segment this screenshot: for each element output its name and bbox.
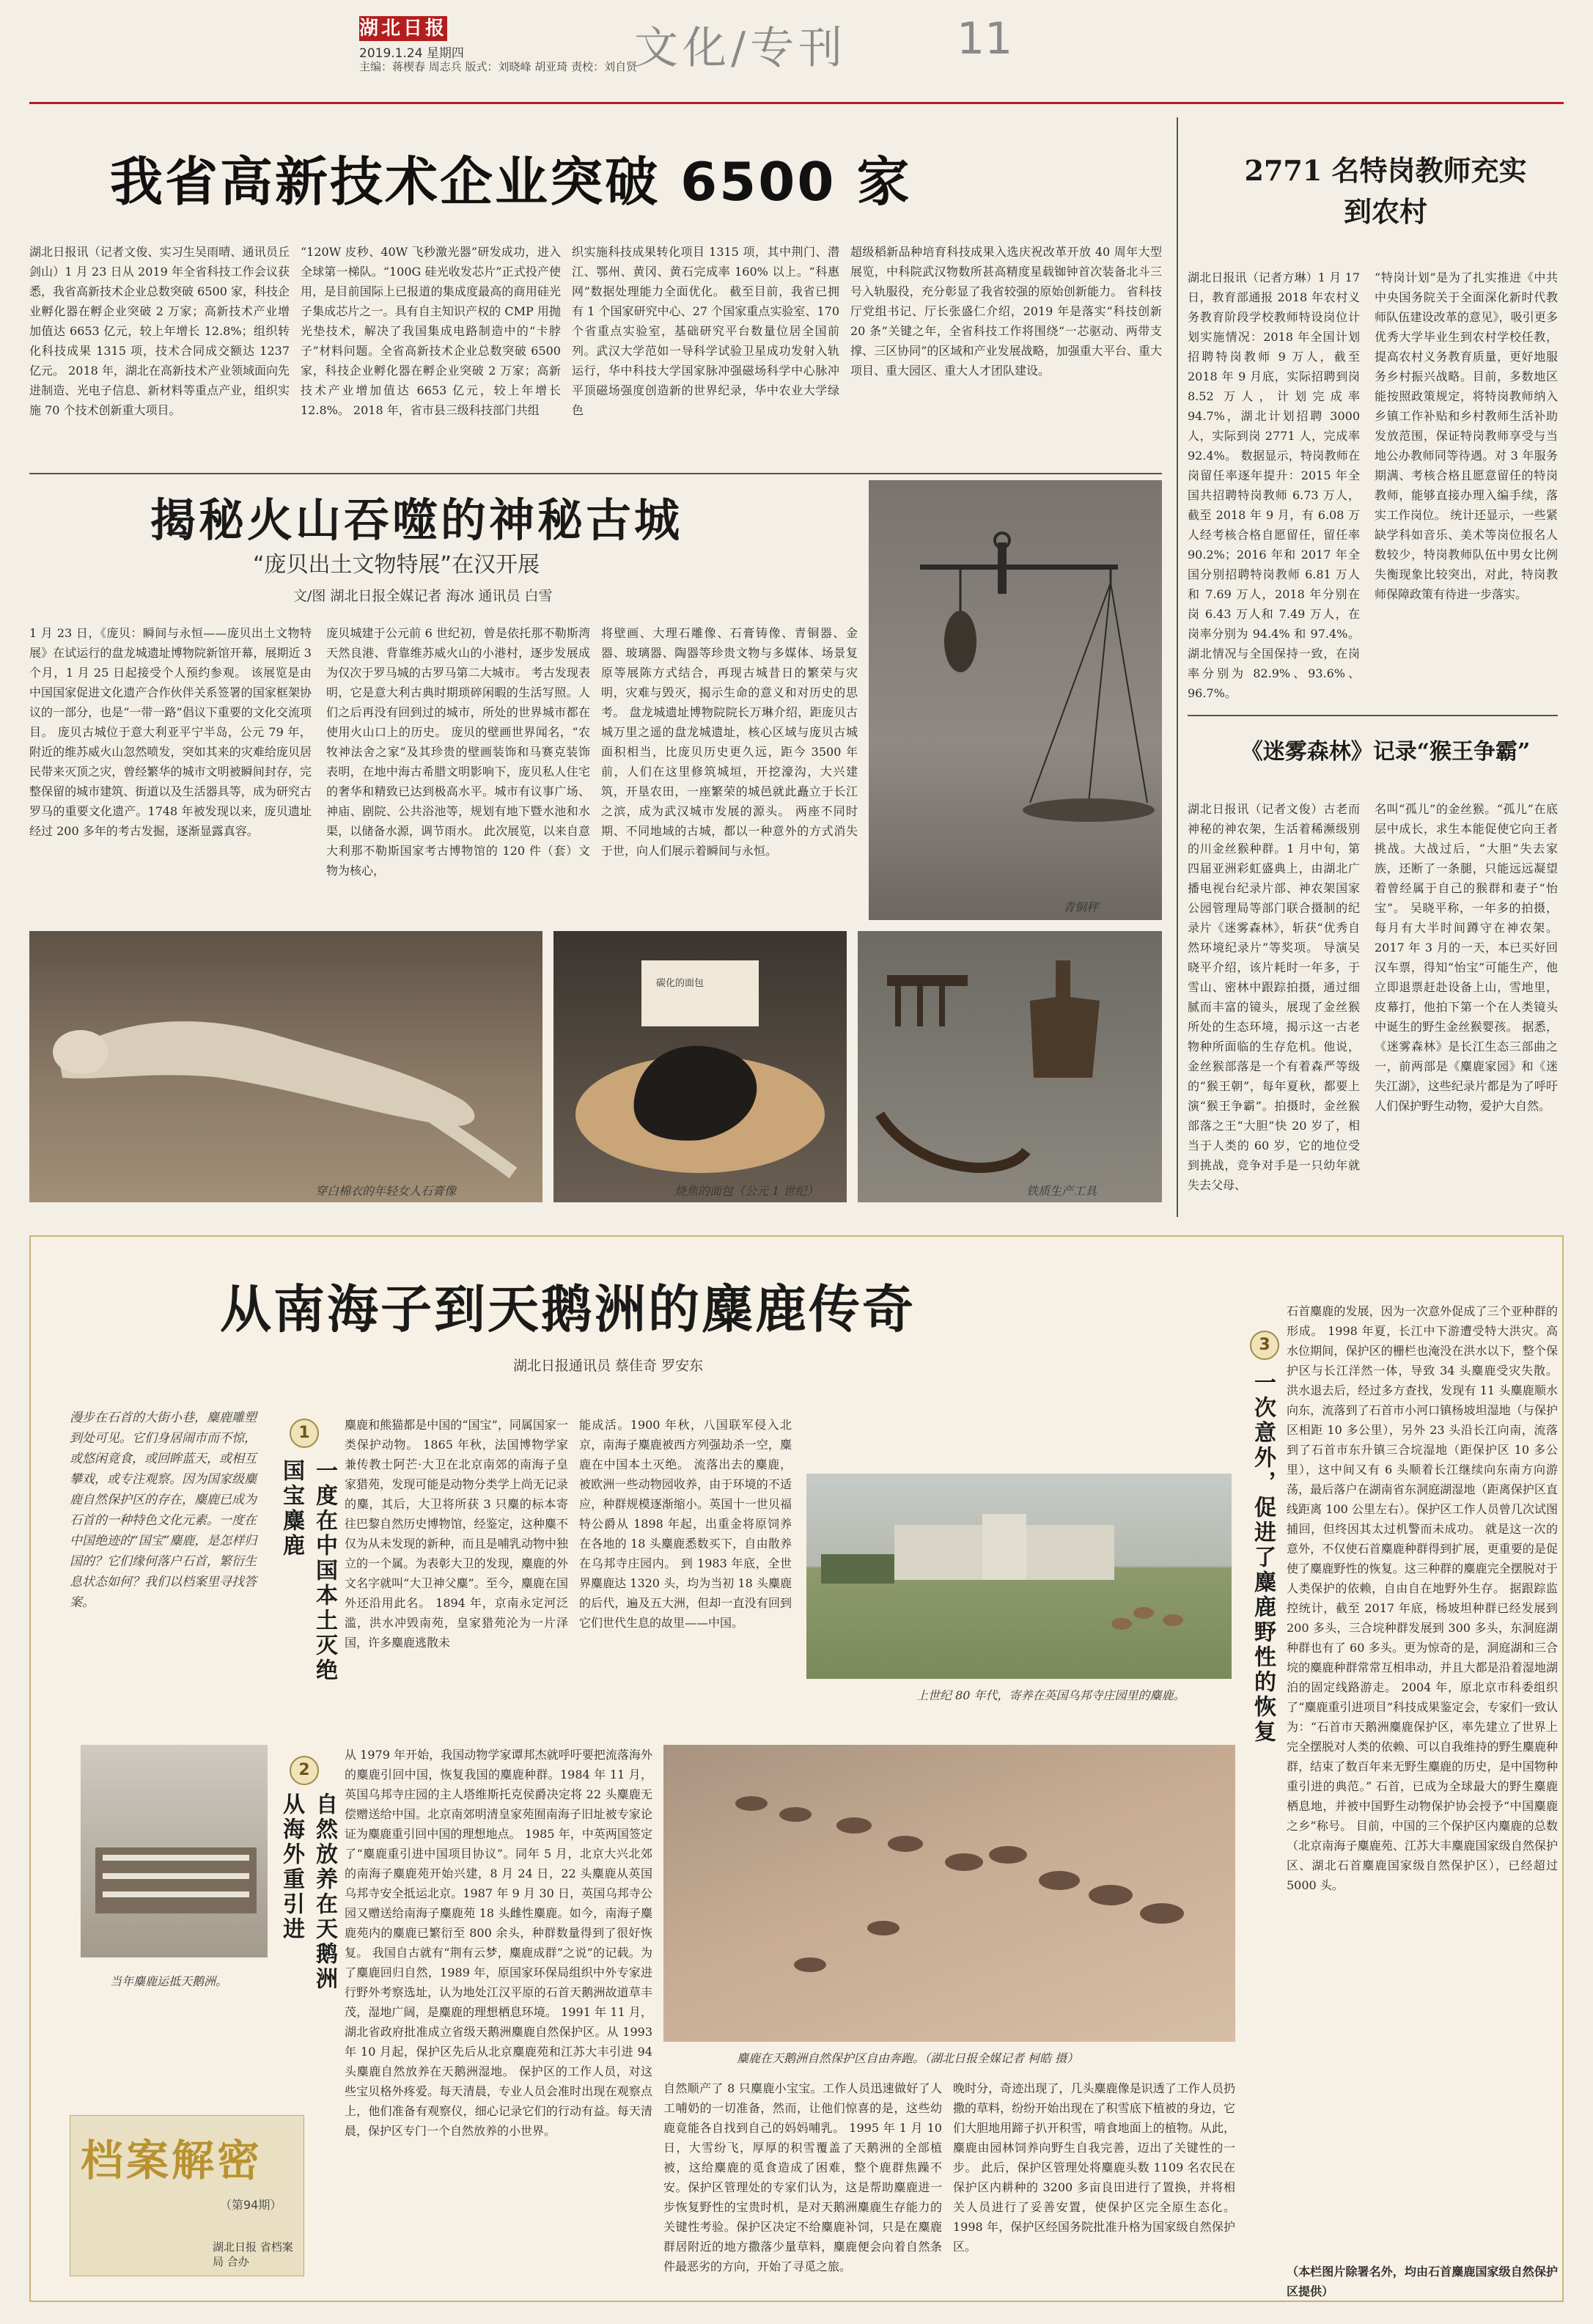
headline-elk: 从南海子到天鹅洲的麋鹿传奇 [220,1279,916,1339]
abbey-photo [806,1474,1232,1679]
headline-teachers: 2771 名特岗教师充实到农村 [1244,154,1527,228]
section1-title-main: 国宝麋鹿 [279,1459,304,1559]
section-number-badge: 3 [1250,1331,1279,1360]
article1-col4: 超级稻新品种培育科技成果入选庆祝改革开放 40 周年大型展览，中科院武汉物数所甚高精度星载铷钟首次装备北斗三号入轨服役，充分彰显了我省较强的原始创新能力。 省科技厅党组书记、厅长张盛仁介绍，2019 年是落实“科技创新 20 条”关键之年，全省科技工作将围绕“一芯驱动、两带支撑、三区协同”的区域和产业发展战略，加强重大平台、重大项目、重大园区、重大人才团队建设。 [850,245,1162,378]
article1-col1: 湖北日报讯（记者文俊、实习生吴雨晴、通讯员丘剑山）1 月 23 日从 2019 年全省科技工作会议获悉，我省高新技术企业总数突破 6500 家，科技企业孵化器在孵企业突破 2 万家；高新技术产业增加值达 6653 亿元，较上年增长 12.8%；组织转化科技成果 1315 项，技术合同成交额达 1237 亿元。 2018 年，湖北在高新技术产业领域面向先进制造、光电子信息、新材料等重点产业，组织实施 70 个技术创新重大项目。 [29,245,290,417]
headline-pompeii: 揭秘火山吞噬的神秘古城 [150,493,683,547]
byline-elk: 湖北日报通讯员 蔡佳奇 罗安东 [513,1358,704,1374]
section2-title-sub: 从海外重引进 [279,1792,304,1942]
caption-plaster: 穿白棉衣的年轻女人石膏像 [315,1184,457,1198]
transport-photo [81,1745,268,1957]
caption-bread: 烧焦的面包（公元 1 世纪） [674,1184,819,1198]
section1-text: 麋鹿和熊猫都是中国的“国宝”，同属国家一类保护动物。 1865 年秋，法国博物学家兼传教士阿芒·大卫在北京南郊的南海子皇家猎苑，发现可能是动物分类学上尚无记录的麋，其后，大卫将所获 3 只麋的标本寄往巴黎自然历史博物馆，经鉴定，这种麋不仅为从未发现的新种，而且是哺乳动物中独立的一个属。为表彰大卫的发现，麋鹿的外文名字就叫“大卫神父麋”。至今，麋鹿在国外还沿用此名。 1894 年，京南永定河泛滥，洪水冲毁南苑，皇家猎苑沦为一片泽国，许多麋鹿逃散未 [345,1418,568,1650]
section1-title-sub: 一度在中国本土灭绝 [312,1459,337,1683]
section2-title-main: 自然放养在天鹅洲 [312,1792,337,1992]
teachers-col2: “特岗计划”是为了扎实推进《中共中央国务院关于全面深化新时代教师队伍建设改革的意见》，吸引更多优秀大学毕业生到农村学校任教，提高农村义务教育质量，更好地服务乡村振兴战略。目前，多数地区能按照政策规定，将特岗教师纳入乡镇工作补贴和乡村教师生活补助发放范围，保证特岗教师享受与当地公办教师同等待遇。对 3 年服务期满、考核合格且愿意留任的特岗教师，能够直接办理入编手续，落实工作岗位。 统计还显示，一些紧缺学科如音乐、美术等岗位报名人数较少，特岗教师队伍中男女比例失衡现象比较突出，对此，特岗教师保障政策有待进一步落实。 [1375,271,1558,601]
section-number-badge: 1 [290,1419,319,1448]
archive-column-title: 档案解密 [81,2136,263,2185]
section2-text: 从 1979 年开始，我国动物学家谭邦杰就呼吁要把流落海外的麋鹿引回中国，恢复我国的麋鹿种群。1984 年 11 月，英国乌邦寺庄园的主人塔维斯托克侯爵决定将 22 头麋鹿无偿赠送给中国。北京南郊明清皇家苑囿南海子旧址被专家论证为麋鹿重引回中国的理想地点。 1985 年，中英两国签定了“麋鹿重引进中国项目协议”。同年 5 月，北京大兴北郊的南海子麋鹿苑开始兴建，8 月 24 日，22 头麋鹿从英国乌邦寺安全抵运北京。1987 年 9 月 30 日，英国乌邦寺公园又赠送给南海子麋鹿苑 18 头雌性麋鹿。如今，南海子麋鹿苑内的麋鹿已繁衍至 800 余头，种群数量得到了很好恢复。 我国自古就有“荆有云梦，麋鹿成群”之说”的记载。为了麋鹿回归自然，1989 年，原国家环保局组织中外专家进行野外考察选址，认为地处江汉平原的石首天鹅洲故道草丰茂，湿地广阔，是麋鹿的理想栖息环境。 1991 年 11 月，湖北省政府批准成立省级天鹅洲麋鹿自然保护区。从 1993 年 10 月起，保护区先后从北京麋鹿苑和江苏大丰引进 94 头麋鹿自然放养在天鹅洲湿地。 保护区的工作人员，对这些宝贝格外疼爱。每天清晨，专业人员会准时出现在观察点上，他们准备有观察仪，细心记录它们的行动有益。每天清晨，保护区专门一个自然放养的小世界。 [345,1748,652,2138]
section1-text-cont: 能成活。1900 年秋，八国联军侵入北京，南海子麋鹿被西方列强劫杀一空，麋鹿在中国本土灭绝。 流落出去的麋鹿，被欧洲一些动物园收养，由于环境的不适应，种群规模逐渐缩小。英国十一世贝福特公爵从 1898 年起，出重金将原饲养在各地的 18 头麋鹿悉数买下，自由散养在乌邦寺庄园内。 到 1983 年底，全世界麋鹿达 1320 头，均为当初 18 头麋鹿的后代，遍及五大洲，但却一直没有回到它们世代生息的故里——中国。 [579,1418,792,1630]
teachers-col1: 湖北日报讯（记者方琳）1 月 17 日，教育部通报 2018 年农村义务教育阶段学校教师特设岗位计划实施情况：2018 年全国计划招聘特岗教师 9 万人，截至 2018 年 9 月底，实际招聘到岗 8.52 万人，计划完成率 94.7%，湖北计划招聘 3000 人，实际到岗 2771 人，完成率 92.4%。 数据显示，特岗教师在岗留任率逐年提升：2015 年全国共招聘特岗教师 6.73 万人，截至 2018 年 9 月，有 6.08 万人经考核合格自愿留任，留任率 90.2%；2016 年和 2017 年全国分别招聘特岗教师 6.81 万人和 7.69 万人，2018 年分别在岗 6.43 万人和 7.49 万人，在岗率分别为 94.4% 和 97.4%。湖北情况与全国保持一致，在岗率分别为 82.9%、93.6%、96.7%。 [1188,271,1360,700]
caption-abbey: 上世纪 80 年代，寄养在英国乌邦寺庄园里的麋鹿。 [916,1688,1185,1702]
subhead-pompeii: “庞贝出土文物特展”在汉开展 [253,552,540,578]
iron-tools-photo [858,931,1162,1202]
pompeii-col1: 1 月 23 日，《庞贝：瞬间与永恒——庞贝出土文物特展》在试运行的盘龙城遗址博物院新馆开幕，展期近 3 个月，1 月 25 日起接受个人预约参观。 该展览是由中国国家促进文化遗产合作伙伴关系签署的国家框架协议的一部分，也是“一带一路”倡议下重要的文化交流项目。 庞贝古城位于意大利亚平宁半岛，公元 79 年，附近的维苏威火山忽然喷发，突如其来的灾难给庞贝居民带来灭顶之灾，曾经繁华的城市文明被瞬间封存，完整保留的城市建筑、街道以及生活器具等，成为研究古罗马的重要文化遗产。1748 年被发现以来，庞贝遗址经过 200 多年的考古发掘，逐渐显露真容。 [29,626,312,838]
article1-col3: 织实施科技成果转化项目 1315 项，其中荆门、潜江、鄂州、黄冈、黄石完成率 160% 以上。“科惠网”数据处理能力全面优化。 截至目前，我省已拥有 1 个国家研究中心、27 个国家重点实验室、170 个省重点实验室，基础研究平台数量位居全国前列。武汉大学范如一导科学试验卫星成功发射入轨运行，华中科技大学国家脉冲强磁场科学中心脉冲平顶磁场强度创造新的世界纪录，华中农业大学绿色 [572,245,839,417]
monkey-col1: 湖北日报讯（记者文俊）古老而神秘的神农架，生活着稀濒级别的川金丝猴种群。1 月中旬，第四届亚洲彩虹盛典上，由湖北广播电视台纪录片部、神农架国家公园管理局等部门联合摄制的纪录片《迷雾森林》，斩获“优秀自然环境纪录片”等奖项。 导演吴晓平介绍，该片耗时一年多，于雪山、密林中跟踪拍摄，通过细腻而丰富的镜头，展现了金丝猴所处的生态环境，揭示这一古老物种所面临的生存危机。他说，金丝猴部落是一个有着森严等级的“猴王朝”，每年夏秋，都要上演“猴王争霸”。拍摄时，金丝猴部落之王“大胆”快 20 岁了，相当于人类的 60 岁，它的地位受到挑战，竞争对手是一只幼年就失去父母、 [1188,802,1360,1192]
paper-logo: 湖北日报 [359,18,448,40]
monkey-col2: 名叫“孤儿”的金丝猴。“孤儿”在底层中成长，求生本能促使它向王者挑战。大战过后，“大胆”失去家族，还断了一条腿，只能远远凝望着曾经属于自己的猴群和妻子“怡宝”。 吴晓平称，一年多的拍摄，每月有大半时间蹲守在神农架。2017 年 3 月的一天，本已买好回汉车票，得知“怡宝”可能生产，他立即退票赶赴设备上山，雪地里，皮幕打，他拍下第一个在人类镜头中诞生的野生金丝猴婴孩。 据悉，《迷雾森林》是长江生态三部曲之一，前两部是《麋鹿家园》和《迷失江湖》，这些纪录片都是为了呼吁人们保护野生动物，爱护大自然。 [1375,802,1558,1113]
photo-credit-note: （本栏图片除署名外，均由石首麋鹿国家级自然保护区提供） [1287,2265,1558,2298]
byline-pompeii: 文/图 湖北日报全媒记者 海冰 通讯员 白雪 [293,588,553,604]
divider [29,473,1162,474]
elk-herd-photo [663,1745,1235,2042]
archive-issue-number: （第94期） [220,2198,282,2212]
archive-organizers: 湖北日报 省档案局 合办 [213,2240,293,2268]
section2-text-cont: 自然顺产了 8 只麋鹿小宝宝。工作人员迅速做好了人工哺奶的一切准备，然而，让他们惊喜的是，这些幼鹿竟能各自找到自己的妈妈哺乳。 1995 年 1 月 10 日，大雪纷飞，厚厚的积雪覆盖了天鹅洲的全部植被，这给麋鹿的觅食造成了困难，整个鹿群焦躁不安。保护区管理处的专家们认为，这是帮助麋鹿进一步恢复野性的宝贵时机，是对天鹅洲麋鹿生存能力的关键性考验。保护区决定不给麋鹿补饲，只是在麋鹿群居附近的地方撒落少量草料，麋鹿便会向着自然条件最恶劣的方向，开始了寻觅之旅。 [663,2081,942,2273]
headline-high-tech: 我省高新技术企业突破 6500 家 [110,151,912,213]
page-number: 11 [957,13,1013,65]
section3-title: 一次意外，促进了麋鹿野性的恢复 [1250,1371,1276,1745]
bread-photo [553,931,847,1202]
caption-transport: 当年麋鹿运抵天鹅洲。 [110,1974,228,1988]
caption-scale: 青铜秤 [1063,900,1099,914]
section2-text-cont2: 晚时分，奇迹出现了，几头麋鹿像是识透了工作人员扔撒的草料，纷纷开始出现在了积雪底下植被的身边，它们大胆地用蹄子扒开积雪，啃食地面上的植物。从此，麋鹿由园林饲养向野生自我完善，迈出了关键性的一步。 此后，保护区管理处将麋鹿头数 1109 名农民在保护区内耕种的 3200 多亩良田进行了置换，并将相关人员进行了妥善安置，使保护区完全原生态化。1998 年，保护区经国务院批准升格为国家级自然保护区。 [953,2081,1235,2254]
headline-monkey: 《迷雾森林》记录“猴王争霸” [1240,739,1531,765]
date-line: 2019.1.24 星期四 [359,46,464,61]
caption-tools: 铁质生产工具 [1026,1184,1097,1198]
section-number-badge: 2 [290,1756,319,1785]
pompeii-col2: 庞贝城建于公元前 6 世纪初，曾是依托那不勒斯湾天然良港、背靠维苏威火山的小港村，逐步发展成为仅次于罗马城的古罗马第二大城市。 考古发现表明，它是意大利古典时期琐碎闲暇的生活写照。人们之后再没有回到过的城市，所处的世界城市都在使用火山口上的历史。 庞贝的壁画世界闻名，“农牧神法舍之家”及其珍贵的壁画装饰和马赛克装饰表明，在地中海古希腊文明影响下，庞贝私人住宅的奢华和精致已达到极高水平。城市有议事广场、神庙、剧院、公共浴池等，规划有地下暨水池和水渠，以储备水源，调节雨水。 此次展览，以来自意大利那不勒斯国家考古博物馆的 120 件（套）文物为核心， [326,626,590,878]
pompeii-col3: 将壁画、大理石雕像、石膏铸像、青铜器、金器、玻璃器、陶器等珍贵文物与多媒体、场景复原等展陈方式结合，再现古城昔日的繁荣与灾明，灾难与毁灭，揭示生命的意义和对历史的思考。 盘龙城遗址博物院院长万琳介绍，距庞贝古城万里之遥的盘龙城遗址，核心区域与庞贝古城面积相当，比庞贝历史更久远，距今 3500 年前，人们在这里修筑城垣，开挖濠沟，大兴建筑，开垦农田，一座繁荣的城邑就此矗立于长江之滨，成为武汉城市发展的源头。 两座不同时期、不同地域的古城，都以一种意外的方式消失于世，向人们展示着瞬间与永恒。 [601,626,858,858]
section3-text: 石首麋鹿的发展，因为一次意外促成了三个亚种群的形成。 1998 年夏，长江中下游遭受特大洪灾。高水位期间，保护区的栅栏也淹没在洪水以下，整个保护区与长江洋然一体，导致 34 头麋鹿受灾失散。 洪水退去后，经过多方查找，发现有 11 头麋鹿顺水向东，流落到了石首市小河口镇杨坡坦湿地（与保护区相距 10 多公里），另外 23 头沿长江向南，流落到了石首市东升镇三合垸湿地（距保护区 10 多公里），这中间又有 6 头顺着长江继续向东南方向游荡，最后落户在湖南省东洞庭湖湿地（距离保护区直线距离 100 公里左右）。保护区工作人员曾几次试图捕回，但终因其太过机警而未成功。 就是这一次的意外，不仅使石首麋鹿种群得到扩展，更重要的是促使了麋鹿野性的恢复。这三种群的麋鹿完全摆脱对于人类保护的依赖，自由自在地野外生存。 据跟踪监控统计，截至 2017 年底，杨坡坦种群已经发展到 200 多头，三合垸种群发展到 300 多头，东洞庭湖种群也有了 60 多头。更为惊奇的是，洞庭湖和三合垸的麋鹿种群常常互相串动，并且大都是沿着湿地湖泊的固定线路游走。 2004 年，原北京市科委组织了“麋鹿重引进项目”科技成果鉴定会，专家们一致认为：“石首市天鹅洲麋鹿保护区，率先建立了世界上完全摆脱对人类的依赖、可以自我维持的野生麋鹿种群，结束了数百年来无野生麋鹿的历史，是中国物种重引进的典范。” 石首，已成为全球最大的野生麋鹿栖息地，并被中国野生动物保护协会授予“中国麋鹿之乡”称号。 目前，中国的三个保护区内麋鹿的总数（北京南海子麋鹿苑、江苏大丰麋鹿国家级自然保护区、湖北石首麋鹿国家级自然保护区），已经超过 5000 头。 [1287,1304,1558,1892]
caption-herd: 麋鹿在天鹅洲自然保护区自由奔跑。（湖北日报全媒记者 柯皓 摄） [737,2051,1079,2065]
section-title: 文化/专刊 [634,23,847,74]
bronze-scale-photo [869,480,1162,920]
column-divider [1177,117,1178,1217]
plaster-cast-photo [29,931,542,1202]
bread-exhibit-card: 碳化的面包 [656,978,704,989]
editor-credits: 主编：蒋楔春 周志兵 版式：刘晓峰 胡亚琦 责校：刘自贤 [359,60,638,73]
feature-intro: 漫步在石首的大街小巷，麋鹿雕塑到处可见。它们身居闹市而不惊，或悠闲竟食，或回眸蓝天，或相互攀戏，或专注观察。因为国家级麋鹿自然保护区的存在，麋鹿已成为石首的一种特色文化元素。一度在中国绝迹的“国宝”麋鹿，是怎样归国的？它们缘何落户石首，繁衍生息状态如何？我们以档案里寻找答案。 [70,1411,257,1610]
article1-col2: “120W 皮秒、40W 飞秒激光器”研发成功，进入全球第一梯队。“100G 硅光收发芯片”正式投产使用，是目前国际上已报道的集成度最高的商用硅光子集成芯片之一。具有自主知识产权的 CMP 用抛光垫技术，解决了我国集成电路制造中的“卡脖子”材料问题。全省高新技术企业总数突破 6500 家，科技企业孵化器在孵企业突破 2 万家；高新技术产业增加值达 6653 亿元，较上年增长 12.8%。 2018 年，省市县三级科技部门共组 [301,245,561,417]
divider [1188,715,1558,716]
